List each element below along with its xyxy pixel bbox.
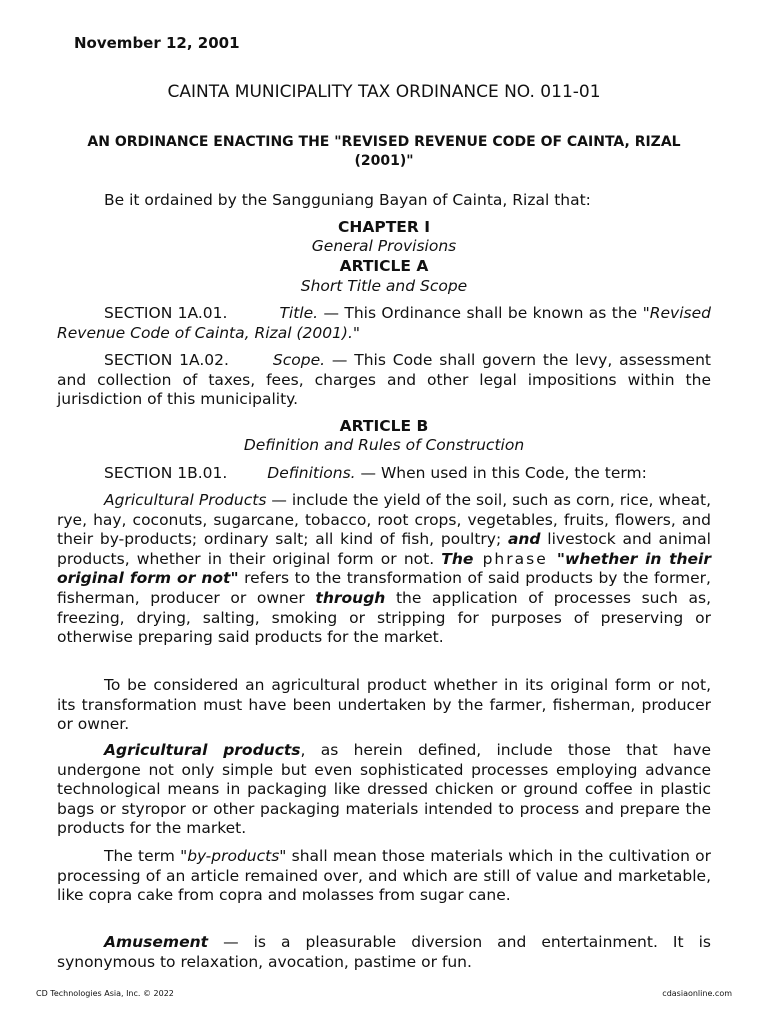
article-b-name: Definition and Rules of Construction [243, 436, 525, 454]
term: Agricultural Products [104, 491, 267, 509]
section-text: — This Code shall govern the levy, assessment and collection of taxes, fees, charges and other legal impositions within the jurisdiction of this municipality. [57, 351, 711, 409]
definition-agricultural-products-extended [57, 741, 711, 839]
term: "by-products" [180, 847, 287, 865]
definition-text: phrase [473, 549, 557, 568]
definition-text: — is a pleasurable diversion and entertainment. It is synonymous to relaxation, avocation, pastime or fun. [57, 933, 711, 971]
section-1a02 [57, 351, 711, 410]
ordinance-subtitle: AN ORDINANCE ENACTING THE "REVISED REVENUE CODE OF CAINTA, RIZAL (2001)" [87, 134, 681, 169]
section-1b01 [57, 464, 711, 484]
article-a-heading: ARTICLE A [339, 257, 429, 275]
chapter-name: General Provisions [311, 237, 457, 255]
footer-website: cdasiaonline.com [662, 989, 732, 998]
footer-copyright: CD Technologies Asia, Inc. © 2022 [36, 989, 174, 998]
section-number: SECTION 1A.01. [104, 304, 228, 322]
term: Amusement [104, 933, 209, 951]
enacting-clause: Be it ordained by the Sangguniang Bayan of Cainta, Rizal that: [104, 191, 591, 209]
definition-by-products [57, 847, 711, 906]
section-1a01 [57, 304, 711, 343]
section-label: Title. [279, 304, 319, 322]
emphasis-the: The [441, 549, 474, 568]
section-label: Scope. [272, 351, 326, 369]
section-number: SECTION 1A.02. [104, 351, 229, 369]
definition-text: the application of processes such as, freezing, drying, salting, smoking or stripping for purposes of preserving or otherwise preparing said products for the market. [57, 588, 711, 647]
article-b-heading: ARTICLE B [339, 417, 429, 435]
definition-text: livestock and animal products, whether in their original form or not. [57, 530, 711, 568]
chapter-heading: CHAPTER I [338, 218, 430, 236]
section-quote: "Revised Revenue Code of Cainta, Rizal (2001)." [57, 304, 711, 342]
term: Agricultural products [104, 741, 301, 759]
section-text: — When used in this Code, the term: [355, 464, 647, 482]
document-date: November 12, 2001 [74, 34, 240, 52]
definition-text: refers to the transformation of said products by the former, fisherman, producer or owner [57, 569, 711, 607]
definition-text: shall mean those materials which in the cultivation or processing of an article remained over, and which are still of value and marketable, like copra cake from copra and molasses from sugar cane. [57, 847, 711, 905]
definition-text: — include the yield of the soil, such as corn, rice, wheat, rye, hay, coconuts, sugarcane, tobacco, root crops, vegetables, fruits, flowers, and their by-products; ordinary salt; all kind of fish, poultry; [57, 491, 712, 549]
section-label: Definitions. [267, 464, 356, 482]
definition-prefix: The term [104, 847, 181, 865]
emphasis-through: through [315, 588, 386, 607]
section-number: SECTION 1B.01. [104, 464, 228, 482]
definition-text: , as herein defined, include those that have undergone not only simple but even sophisticated processes employing advance technological means in packaging like dressed chicken or ground coffee in plastic bags or styropor or other packaging materials intended to process and prepare the products for the market. [57, 741, 711, 838]
definition-agricultural-products [57, 491, 711, 648]
article-a-name: Short Title and Scope [300, 277, 468, 295]
emphasis-quote: "whether in their original form or not" [57, 549, 711, 588]
ordinance-title: CAINTA MUNICIPALITY TAX ORDINANCE NO. 011-01 [167, 82, 601, 102]
emphasis-and: and [507, 530, 541, 549]
section-text: — This Ordinance shall be known as the [318, 304, 643, 322]
definition-amusement [57, 933, 711, 972]
agricultural-consideration: To be considered an agricultural product whether in its original form or not, its transformation must have been undertaken by the farmer, fisherman, producer or owner. [57, 676, 711, 734]
